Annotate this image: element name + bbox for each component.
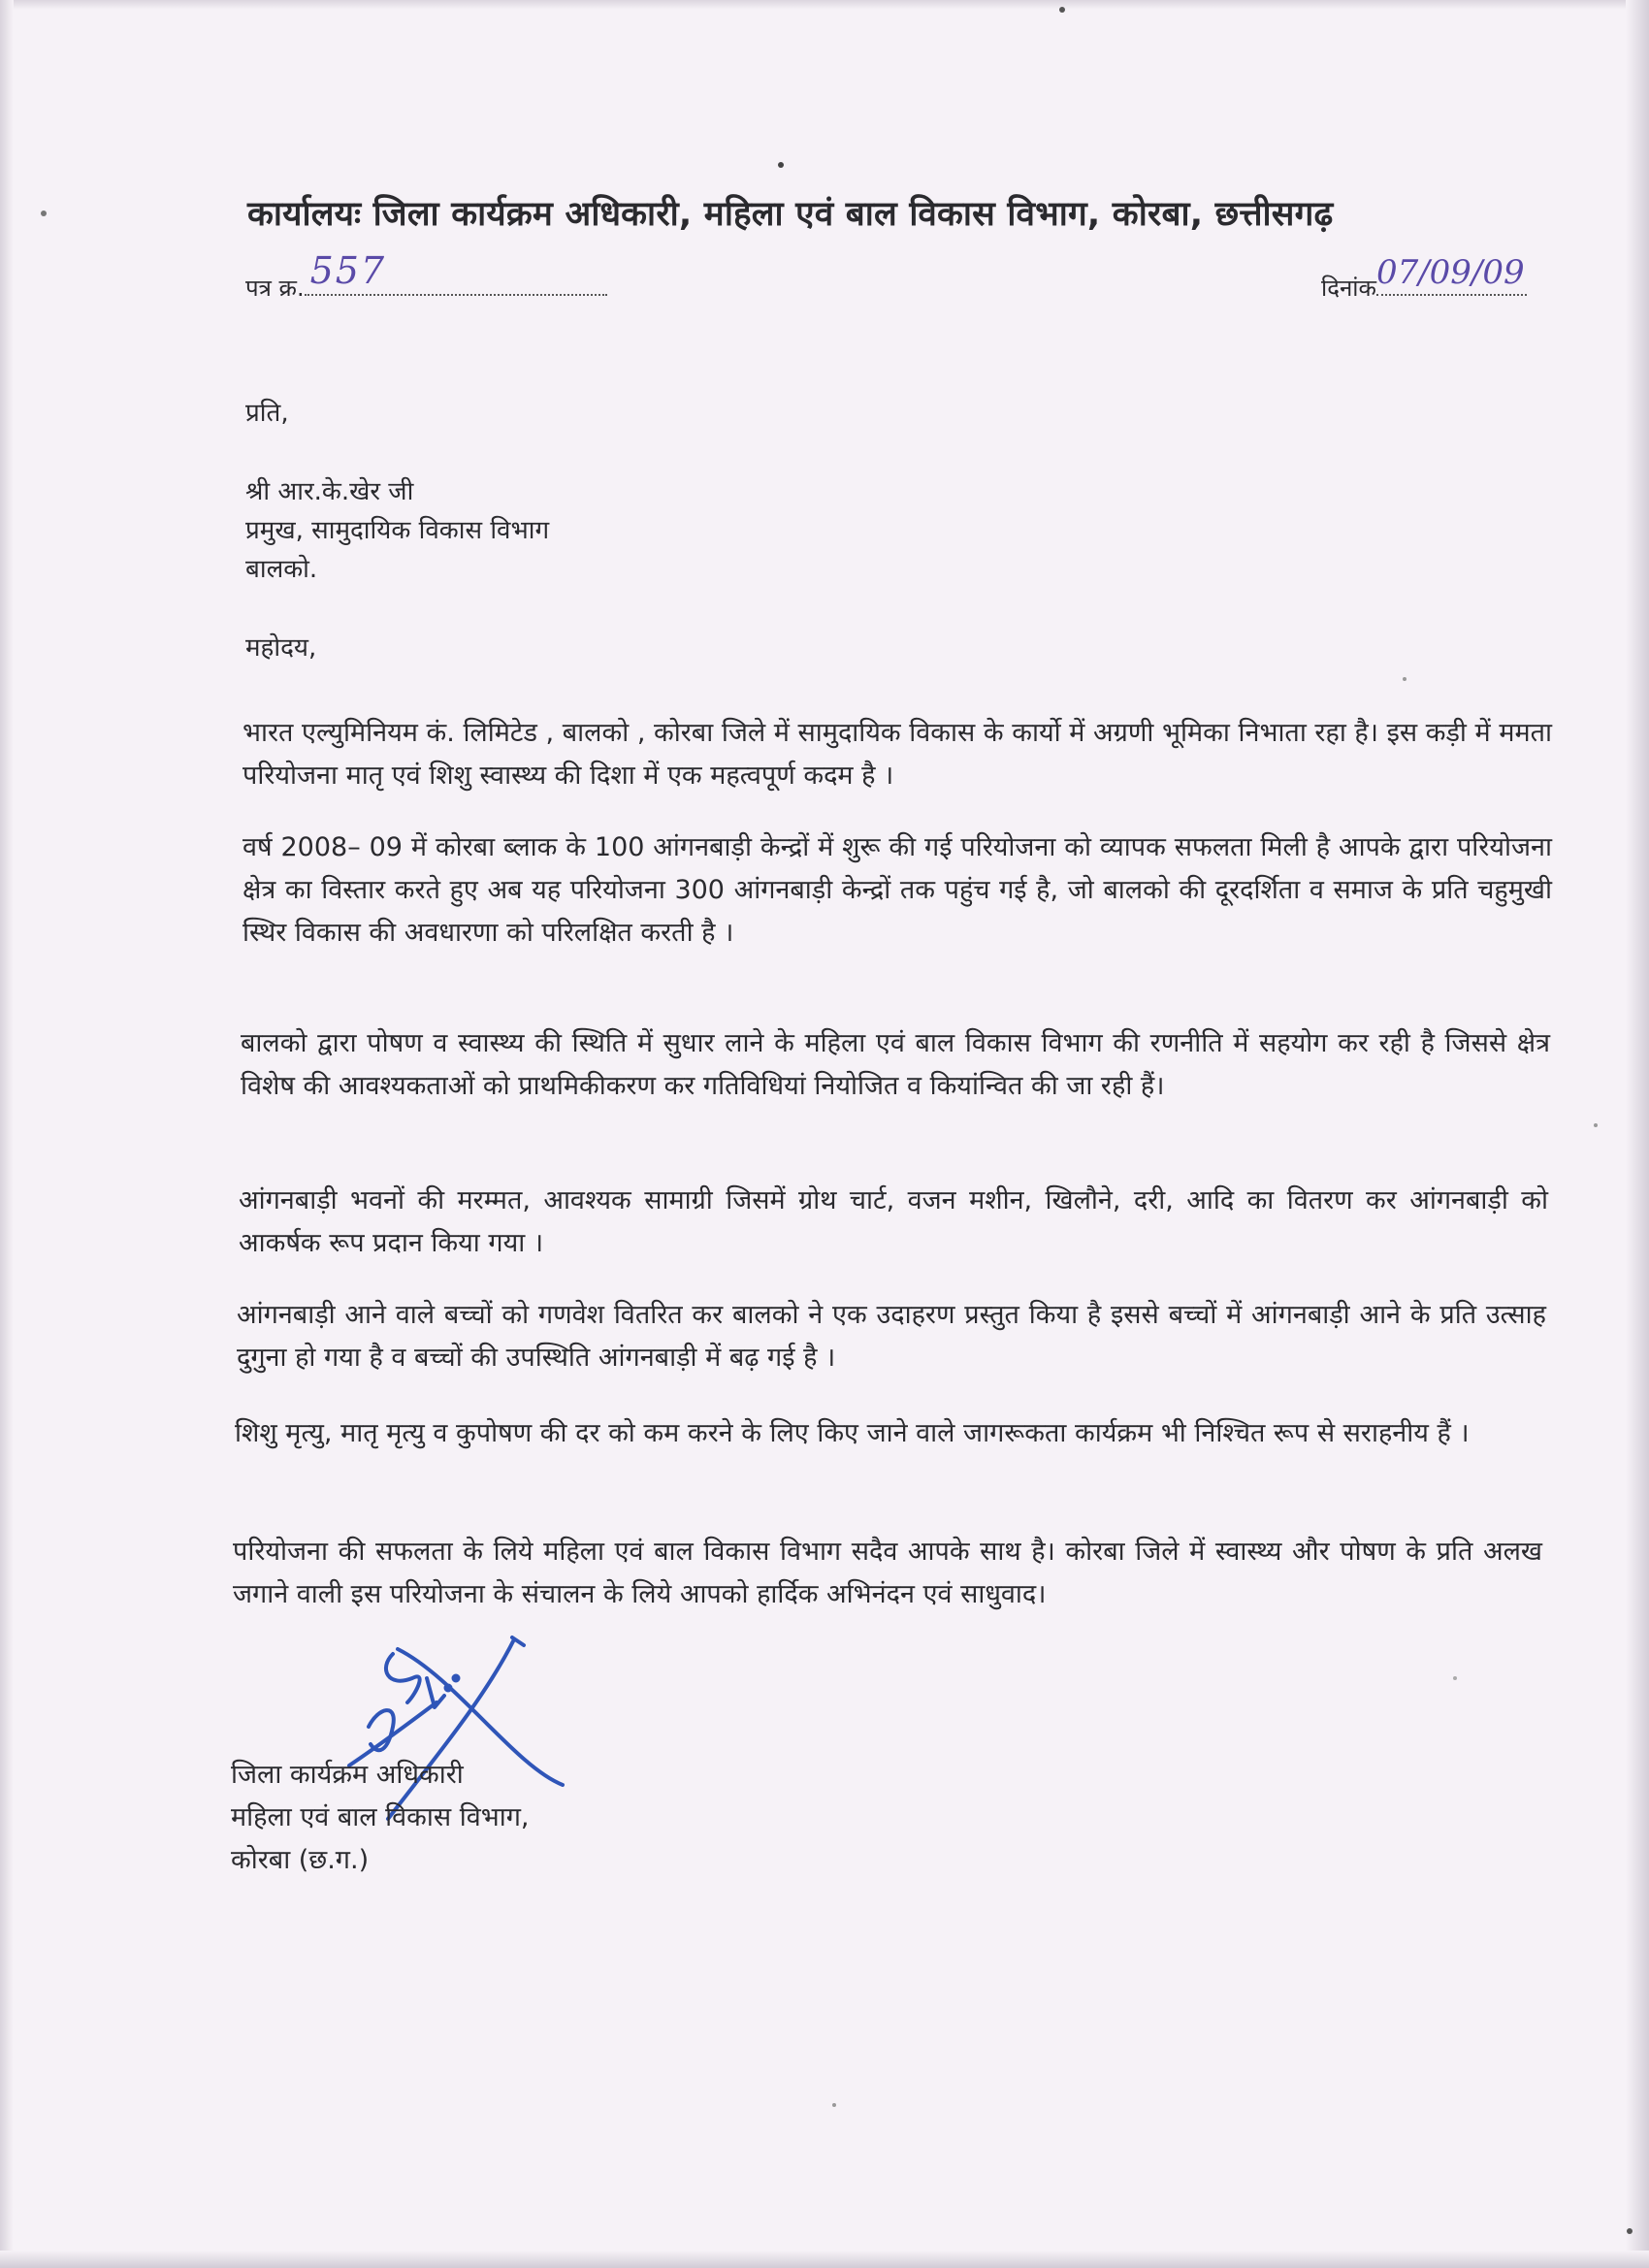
recipient-organization: बालको. [245, 555, 318, 584]
paragraph-1: भारत एल्युमिनियम कं. लिमिटेड , बालको , कोरबा जिले में सामुदायिक विकास के कार्यो में अग्रणी भूमिका निभाता रहा है। इस कड़ी में ममता परियोजना मातृ एवं शिशु स्वास्थ्य की दिशा में एक महत्वपूर्ण कदम है । [242, 718, 1552, 791]
paragraph-6: शिशु मृत्यु, मातृ मृत्यु व कुपोषण की दर को कम करने के लिए किए जाने वाले जागरूकता कार्यक्रम भी निश्चित रूप से सराहनीय हैं । [235, 1418, 1470, 1448]
paragraph-3: बालको द्वारा पोषण व स्वास्थ्य की स्थिति में सुधार लाने के महिला एवं बाल विकास विभाग की रणनीति में सहयोग कर रही है जिससे क्षेत्र विशेष की आवश्यकताओं को प्राथमिकीकरण कर गतिविधियां नियोजित व कियांन्वित की जा रही हैं। [241, 1028, 1550, 1101]
recipient-block [245, 472, 549, 589]
reference-row [245, 249, 607, 304]
office-heading: कार्यालयः जिला कार्यक्रम अधिकारी, महिला एवं बाल विकास विभाग, कोरबा, छत्तीसगढ़ [247, 195, 1334, 234]
recipient-designation: प्रमुख, सामुदायिक विकास विभाग [245, 516, 550, 545]
signatory-block [231, 1754, 530, 1882]
signatory-line-1: जिला कार्यक्रम अधिकारी [231, 1760, 464, 1790]
date-field [1375, 253, 1527, 296]
signatory-line-3: कोरबा (छ.ग.) [231, 1845, 370, 1875]
signatory-line-2: महिला एवं बाल विकास विभाग, [231, 1802, 530, 1832]
ref-number-handwritten: 557 [309, 249, 387, 292]
date-label: दिनांक [1321, 275, 1376, 302]
salutation-to: प्रति, [245, 399, 289, 428]
recipient-name: श्री आर.के.खेर जी [245, 477, 414, 506]
ref-label: पत्र क्र. [245, 275, 305, 302]
date-row [1321, 253, 1527, 304]
paragraph-5: आंगनबाड़ी आने वाले बच्चों को गणवेश वितरित कर बालको ने एक उदाहरण प्रस्तुत किया है इससे बच्चों में आंगनबाड़ी आने के प्रति उत्साह दुगुना हो गया है व बच्चों की उपस्थिति आंगनबाड़ी में बढ़ गई है । [237, 1300, 1546, 1373]
date-handwritten: 07/09/09 [1375, 253, 1525, 292]
paragraph-2: वर्ष 2008– 09 में कोरबा ब्लाक के 100 आंगनबाड़ी केन्द्रों में शुरू की गई परियोजना को व्यापक सफलता मिली है आपके द्वारा परियोजना क्षेत्र का विस्तार करते हुए अब यह परियोजना 300 आंगनबाड़ी केन्द्रों तक पहुंच गई है, जो बालको की दूरदर्शिता व समाज के प्रति चहुमुखी स्थिर विकास की अवधारणा को परिलक्षित करती है । [242, 832, 1552, 948]
paragraph-7: परियोजना की सफलता के लिये महिला एवं बाल विकास विभाग सदैव आपके साथ है। कोरबा जिले में स्वास्थ्य और पोषण के प्रति अलख जगाने वाली इस परियोजना के संचालन के लिये आपको हार्दिक अभिनंदन एवं साधुवाद। [233, 1537, 1542, 1609]
paragraph-4: आंगनबाड़ी भवनों की मरम्मत, आवश्यक सामाग्री जिसमें ग्रोथ चार्ट, वजन मशीन, खिलौने, दरी, आदि का वितरण कर आंगनबाड़ी को आकर्षक रूप प्रदान किया गया । [239, 1185, 1548, 1258]
ref-number-field [305, 249, 607, 296]
greeting: महोदय, [245, 633, 317, 663]
